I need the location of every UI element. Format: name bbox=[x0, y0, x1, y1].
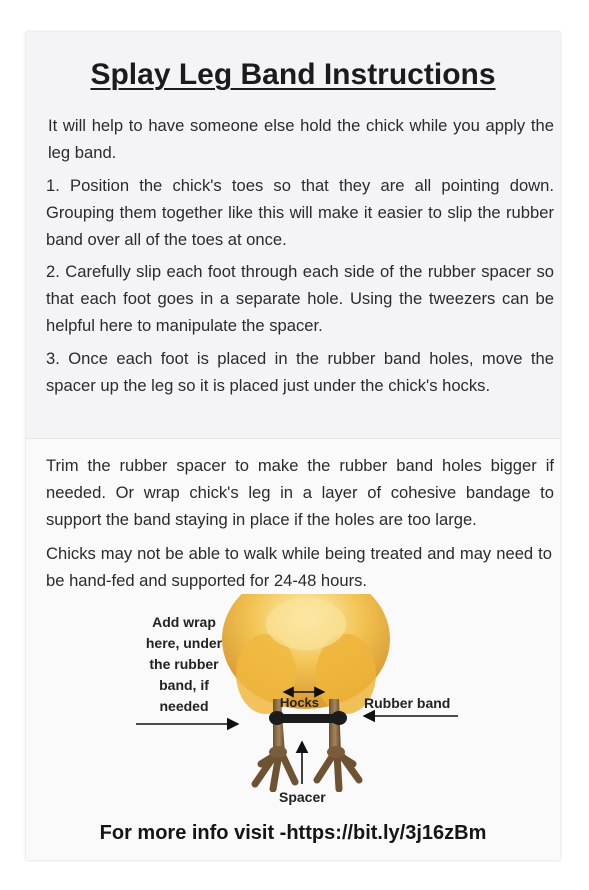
page-title: Splay Leg Band Instructions bbox=[90, 58, 496, 91]
footer-link-text: For more info visit -https://bit.ly/3j16zBm bbox=[99, 822, 487, 844]
step-1-paragraph: 1. Position the chick's toes so that they are all pointing down. Grouping them together like this will make it easier to slip the rubber band over all of the toes at once. bbox=[46, 176, 554, 249]
rubber-band-label: Rubber band bbox=[364, 695, 451, 711]
instruction-card bbox=[26, 32, 560, 860]
wrap-label: Add wrap here, under the rubber band, if needed bbox=[145, 614, 223, 714]
intro-paragraph: It will help to have someone else hold the chick while you apply the leg band. bbox=[48, 116, 554, 162]
step-2-paragraph: 2. Carefully slip each foot through each side of the rubber spacer so that each foot goes in a separate hole. Using the tweezers can be helpful here to manipulate the spacer. bbox=[46, 262, 554, 335]
spacer-label: Spacer bbox=[279, 789, 326, 805]
trim-paragraph: Trim the rubber spacer to make the rubber band holes bigger if needed. Or wrap chick's leg in a layer of cohesive bandage to support the band staying in place if the holes are too large. bbox=[46, 456, 554, 529]
hocks-label: Hocks bbox=[280, 695, 320, 710]
walk-paragraph: Chicks may not be able to walk while being treated and may need to be hand-fed and supported for 24-48 hours. bbox=[46, 544, 552, 590]
chick-legs-photo bbox=[221, 594, 391, 792]
step-3-paragraph: 3. Once each foot is placed in the rubber band holes, move the spacer up the leg so it is placed just under the chick's hocks. bbox=[46, 349, 554, 395]
